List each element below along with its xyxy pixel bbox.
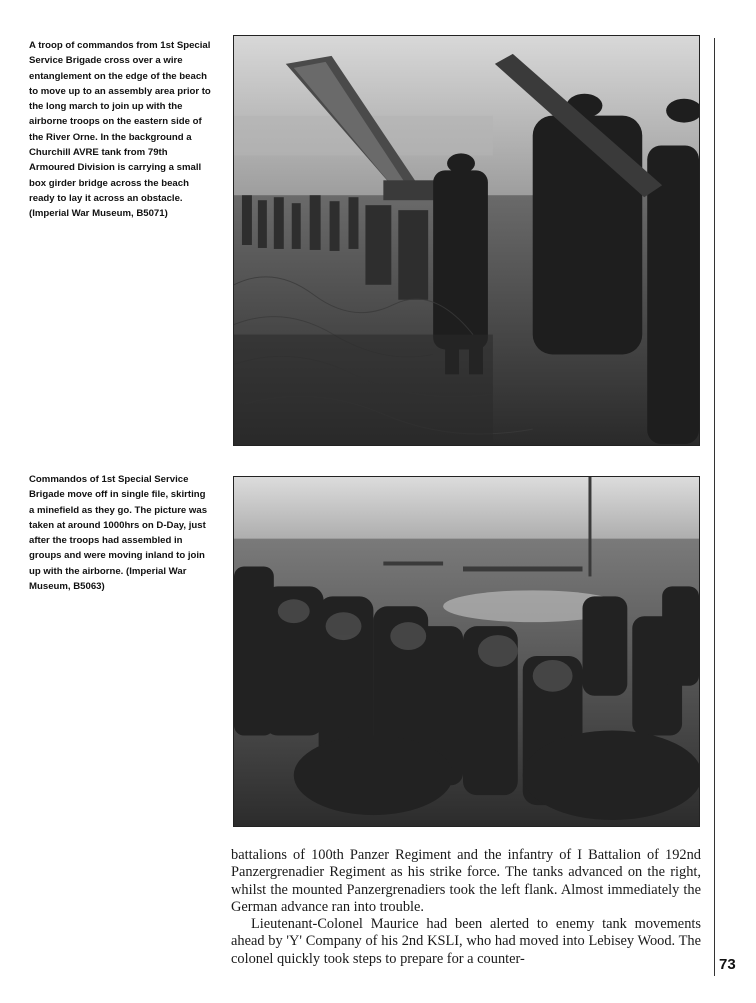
photo-commandos-single-file <box>233 476 700 827</box>
body-paragraph: battalions of 100th Panzer Regiment and the infantry of I Battalion of 192nd Panzergrenadier Regiment as his strike force. The tanks advanced on the right, whilst the mounted Panzergrenadiers took the left flank. Almost immediately the German advance ran into trouble. <box>231 847 701 915</box>
margin-rule <box>714 38 715 976</box>
photo-caption-bottom: Commandos of 1st Special Service Brigade move off in single file, skirting a minefield as they go. The picture was taken at around 1000hrs on D-Day, just after the troops had assembled in groups and were moving inland to join up with the airborne. (Imperial War Museum, B5063) <box>29 474 208 593</box>
body-text <box>231 847 701 968</box>
body-paragraph: Lieutenant-Colonel Maurice had been alerted to enemy tank movements ahead by 'Y' Company of his 2nd KSLI, who had moved into Lebisey Wood. The colonel quickly took steps to prepare for a counter- <box>231 916 701 967</box>
page-number: 73 <box>719 956 736 973</box>
photo-commandos-wire-entanglement <box>233 35 700 446</box>
photo-caption-top: A troop of commandos from 1st Special Service Brigade cross over a wire entanglement on the edge of the beach to move up to an assembly area prior to the long march to join up with the airborne troops on the eastern side of the River Orne. In the background a Churchill AVRE tank from 79th Armoured Division is carrying a small box girder bridge across the beach ready to lay it across an obstacle. (Imperial War Museum, B5071) <box>29 40 211 220</box>
